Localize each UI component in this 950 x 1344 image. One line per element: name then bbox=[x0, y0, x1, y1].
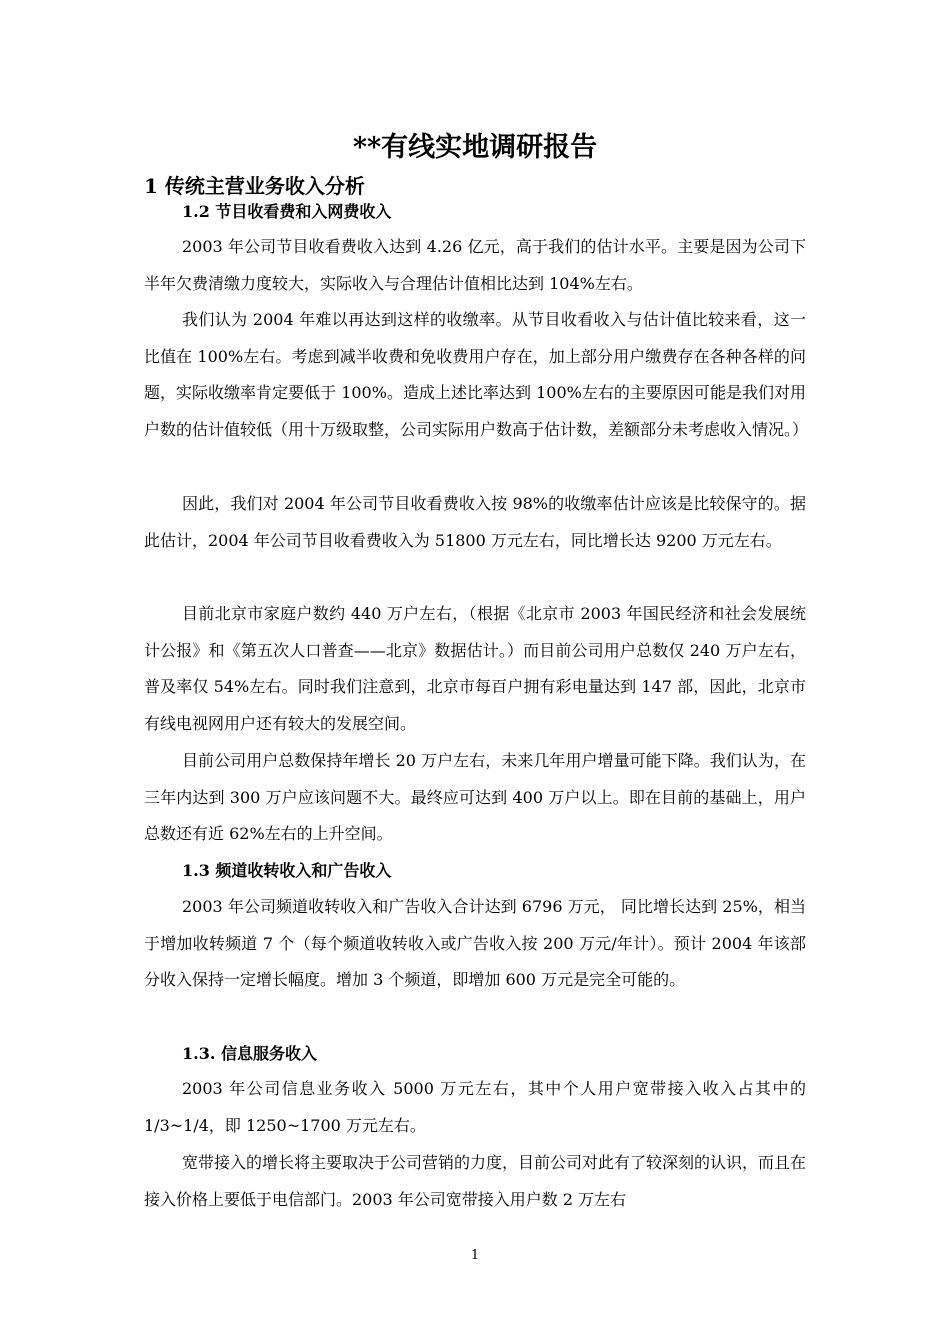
paragraph: 2003 年公司信息业务收入 5000 万元左右，其中个人用户宽带接入收入占其中的 1/3~1/4，即 1250~1700 万元左右。 bbox=[144, 1079, 806, 1135]
paragraph: 2003 年公司频道收转收入和广告收入合计达到 6796 万元， 同比增长达到 25%，相当于增加收转频道 7 个（每个频道收转收入或广告收入按 200 万元/年计）。预计 2004 年该部分收入保持一定增长幅度。增加 3 个频道，即增加 600 万元是完全可能的。 bbox=[144, 897, 806, 990]
report-title: **有线实地调研报告 bbox=[352, 132, 598, 163]
page-number: 1 bbox=[470, 1248, 480, 1263]
paragraph: 我们认为 2004 年难以再达到这样的收缴率。从节目收看收入与估计值比较来看，这一比值在 100%左右。考虑到减半收费和免收费用户存在，加上部分用户缴费存在各种各样的问题，实际收缴率肯定要低于 100%。造成上述比率达到 100%左右的主要原因可能是我们对用户数的估计值较低（用十万级取整，公司实际用户数高于估计数，差额部分未考虑收入情况。） bbox=[144, 310, 809, 440]
paragraph: 2003 年公司节目收看费收入达到 4.26 亿元，高于我们的估计水平。主要是因为公司下半年欠费清缴力度较大，实际收入与合理估计值相比达到 104%左右。 bbox=[144, 237, 806, 293]
paragraph: 目前北京市家庭户数约 440 万户左右，（根据《北京市 2003 年国民经济和社会发展统计公报》和《第五次人口普查——北京》数据估计。）而目前公司用户总数仅 240 万户左右，普及率仅 54%左右。同时我们注意到，北京市每百户拥有彩电量达到 147 部，因此，北京市有线电视网用户还有较大的发展空间。 bbox=[144, 604, 806, 734]
subsection-heading: 1.3 频道收转收入和广告收入 bbox=[182, 861, 392, 880]
paragraph: 宽带接入的增长将主要取决于公司营销的力度，目前公司对此有了较深刻的认识，而且在接入价格上要低于电信部门。2003 年公司宽带接入用户数 2 万左右 bbox=[144, 1153, 807, 1209]
paragraph: 因此，我们对 2004 年公司节目收看费收入按 98%的收缴率估计应该是比较保守的。据此估计，2004 年公司节目收看费收入为 51800 万元左右，同比增长达 9200 万元左右。 bbox=[144, 494, 806, 550]
subsection-heading: 1.2 节目收看费和入网费收入 bbox=[182, 202, 392, 221]
section-heading: 1 传统主营业务收入分析 bbox=[144, 174, 365, 198]
paragraph: 目前公司用户总数保持年增长 20 万户左右，未来几年用户增量可能下降。我们认为，在三年内达到 300 万户应该问题不大。最终应可达到 400 万户以上。即在目前的基础上，用户总数还有近 62%左右的上升空间。 bbox=[144, 751, 806, 844]
subsection-heading: 1.3. 信息服务收入 bbox=[182, 1044, 317, 1063]
